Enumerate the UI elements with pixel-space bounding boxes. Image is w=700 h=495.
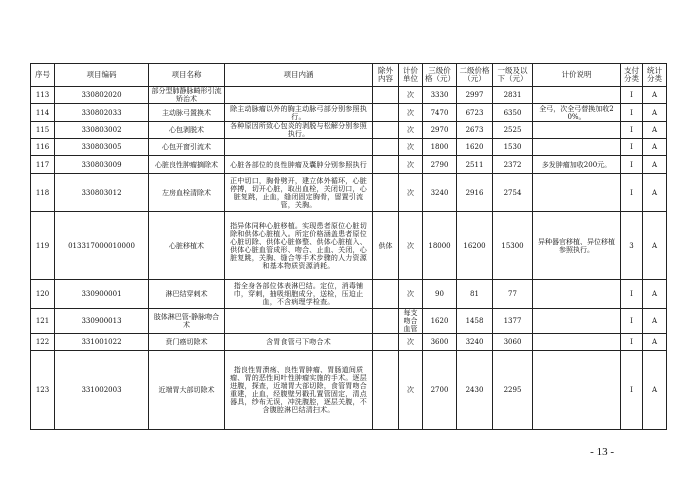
cell-excluded [373,87,399,104]
cell-name: 肢体淋巴管-静脉吻合术 [149,309,225,334]
cell-excluded [373,334,399,351]
cell-stat-class: A [643,174,667,212]
cell-seq: 116 [31,139,55,156]
cell-excluded [373,156,399,174]
cell-price-level1: 2295 [493,351,533,430]
cell-name: 近端胃大部切除术 [149,351,225,430]
cell-stat-class: A [643,156,667,174]
cell-price-level2: 2430 [457,351,493,430]
cell-seq: 121 [31,309,55,334]
header-price-level3: 三级价格（元） [423,64,457,87]
cell-stat-class: A [643,212,667,280]
cell-price-level1: 1530 [493,139,533,156]
cell-payment-class: Ⅰ [621,104,643,122]
cell-payment-class: Ⅰ [621,309,643,334]
cell-stat-class: A [643,122,667,139]
price-table [30,63,667,430]
table-row [31,309,667,334]
cell-excluded [373,309,399,334]
cell-price-level3: 3240 [423,174,457,212]
cell-price-level3: 3600 [423,334,457,351]
cell-stat-class: A [643,309,667,334]
cell-code: 330803002 [55,122,149,139]
cell-price-level2: 16200 [457,212,493,280]
cell-seq: 118 [31,174,55,212]
cell-excluded [373,122,399,139]
cell-unit: 次 [399,87,423,104]
cell-note [533,174,621,212]
cell-note: 全弓，次全弓替换加收20%。 [533,104,621,122]
cell-code: 330900001 [55,280,149,309]
header-code: 项目编码 [55,64,149,87]
cell-price-level2: 6723 [457,104,493,122]
cell-note: 异种器官移植、异位移植参照执行。 [533,212,621,280]
cell-unit: 次 [399,334,423,351]
cell-content: 指异体同种心脏移植。实现患者原位心脏切除和供体心脏植入。所定价格涵盖患者原位心脏切除、供体心脏修整、供体心脏植入、供体心脏血管成形、吻合、止血、关闭，心脏复跳，关胸、缝合等手术步骤的人力资源和基本物质资源消耗。 [225,212,373,280]
header-price-level2: 二级价格（元） [457,64,493,87]
header-price-level1: 一级及以下（元） [493,64,533,87]
cell-seq: 113 [31,87,55,104]
header-payment-class: 支付分类 [621,64,643,87]
cell-price-level2: 81 [457,280,493,309]
cell-note [533,280,621,309]
cell-code: 330802033 [55,104,149,122]
cell-content: 心脏各部位的良性肿瘤及囊肿分别参照执行 [225,156,373,174]
cell-stat-class: A [643,280,667,309]
cell-price-level1: 1377 [493,309,533,334]
cell-price-level1: 77 [493,280,533,309]
cell-content: 各种原因所致心包炎的剥脱与松解分别参照执行。 [225,122,373,139]
cell-note [533,351,621,430]
cell-content: 指良性胃溃疡、良性胃肿瘤、胃肠道间质瘤、胃的恶性间叶性肿瘤实施的手术。逐层进腹，探查，近端胃大部切除，食管胃吻合重建，止血，经腹壁另戳孔置管固定，清点器具，纱布无误，冲洗腹腔，逐层关腹，不含腹腔淋巴结清扫术。 [225,351,373,430]
cell-note [533,122,621,139]
table-row [31,156,667,174]
table-header-row [31,64,667,87]
cell-unit: 次 [399,351,423,430]
cell-name: 心包开窗引流术 [149,139,225,156]
cell-price-level3: 2700 [423,351,457,430]
cell-price-level1: 2372 [493,156,533,174]
cell-price-level3: 7470 [423,104,457,122]
cell-seq: 122 [31,334,55,351]
cell-excluded: 供体 [373,212,399,280]
cell-payment-class: Ⅰ [621,122,643,139]
cell-note: 多发肿瘤加收200元。 [533,156,621,174]
cell-payment-class: Ⅰ [621,280,643,309]
cell-price-level3: 1800 [423,139,457,156]
cell-price-level1: 6350 [493,104,533,122]
cell-payment-class: Ⅰ [621,351,643,430]
cell-code: 331002003 [55,351,149,430]
cell-price-level1: 2525 [493,122,533,139]
cell-stat-class: A [643,351,667,430]
cell-price-level2: 1458 [457,309,493,334]
cell-seq: 123 [31,351,55,430]
cell-price-level1: 2831 [493,87,533,104]
cell-stat-class: A [643,87,667,104]
table-row [31,122,667,139]
header-excluded: 除外内容 [373,64,399,87]
cell-seq: 115 [31,122,55,139]
cell-unit: 次 [399,212,423,280]
cell-price-level3: 18000 [423,212,457,280]
header-name: 项目名称 [149,64,225,87]
cell-payment-class: Ⅰ [621,139,643,156]
cell-price-level3: 1620 [423,309,457,334]
table-row [31,212,667,280]
cell-excluded [373,174,399,212]
header-unit: 计价单位 [399,64,423,87]
cell-content: 含胃食管弓下吻合术 [225,334,373,351]
cell-payment-class: Ⅰ [621,87,643,104]
table-row [31,104,667,122]
cell-code: 330803009 [55,156,149,174]
cell-payment-class: Ⅰ [621,174,643,212]
cell-seq: 117 [31,156,55,174]
cell-stat-class: A [643,104,667,122]
cell-price-level2: 2673 [457,122,493,139]
table-row [31,139,667,156]
table-row [31,334,667,351]
cell-code: 330900013 [55,309,149,334]
cell-unit: 次 [399,104,423,122]
table-row [31,87,667,104]
cell-note [533,87,621,104]
cell-price-level2: 3240 [457,334,493,351]
cell-name: 部分型肺静脉畸形引流矫治术 [149,87,225,104]
cell-name: 心脏移植术 [149,212,225,280]
cell-price-level3: 2790 [423,156,457,174]
cell-price-level3: 2970 [423,122,457,139]
table-row [31,174,667,212]
cell-note [533,309,621,334]
cell-content: 指全身各部位体表淋巴结。定位，消毒铺巾，穿刺，抽吸细胞成分，送检，压迫止血，不含病理学检查。 [225,280,373,309]
cell-content [225,139,373,156]
cell-price-level2: 2511 [457,156,493,174]
cell-excluded [373,104,399,122]
cell-code: 331001022 [55,334,149,351]
cell-note [533,139,621,156]
cell-price-level1: 2754 [493,174,533,212]
cell-price-level2: 2916 [457,174,493,212]
cell-price-level1: 15300 [493,212,533,280]
cell-name: 左房血栓清除术 [149,174,225,212]
cell-price-level1: 3060 [493,334,533,351]
cell-seq: 120 [31,280,55,309]
cell-unit: 次 [399,122,423,139]
cell-stat-class: A [643,334,667,351]
header-content: 项目内涵 [225,64,373,87]
cell-stat-class: A [643,139,667,156]
cell-unit: 次 [399,156,423,174]
header-note: 计价说明 [533,64,621,87]
cell-name: 心包剥脱术 [149,122,225,139]
cell-seq: 114 [31,104,55,122]
page-number: - 13 - [590,446,614,458]
cell-price-level2: 2997 [457,87,493,104]
cell-content [225,87,373,104]
cell-note [533,334,621,351]
cell-name: 主动脉弓置换术 [149,104,225,122]
header-stat-class: 统计分类 [643,64,667,87]
cell-payment-class: 3 [621,212,643,280]
cell-unit: 次 [399,280,423,309]
cell-unit: 每支吻合血管 [399,309,423,334]
cell-seq: 119 [31,212,55,280]
cell-payment-class: Ⅰ [621,334,643,351]
cell-excluded [373,280,399,309]
cell-price-level3: 90 [423,280,457,309]
cell-code: 330803005 [55,139,149,156]
table-row [31,351,667,430]
header-seq: 序号 [31,64,55,87]
cell-name: 贲门癌切除术 [149,334,225,351]
cell-content [225,309,373,334]
cell-code: 013317000010000 [55,212,149,280]
cell-code: 330803012 [55,174,149,212]
cell-unit: 次 [399,174,423,212]
cell-excluded [373,351,399,430]
cell-code: 330802020 [55,87,149,104]
cell-name: 心脏良性肿瘤摘除术 [149,156,225,174]
cell-name: 淋巴结穿刺术 [149,280,225,309]
cell-content: 除主动脉瘤以外的胸主动脉弓部分别参照执行。 [225,104,373,122]
table-row [31,280,667,309]
cell-unit: 次 [399,139,423,156]
cell-price-level3: 3330 [423,87,457,104]
cell-excluded [373,139,399,156]
cell-price-level2: 1620 [457,139,493,156]
cell-content: 正中切口，胸骨劈开，建立体外循环，心脏停搏，切开心脏，取出血栓，关闭切口，心脏复跳，止血，缝闭固定胸骨，留置引流管，关胸。 [225,174,373,212]
cell-payment-class: Ⅰ [621,156,643,174]
